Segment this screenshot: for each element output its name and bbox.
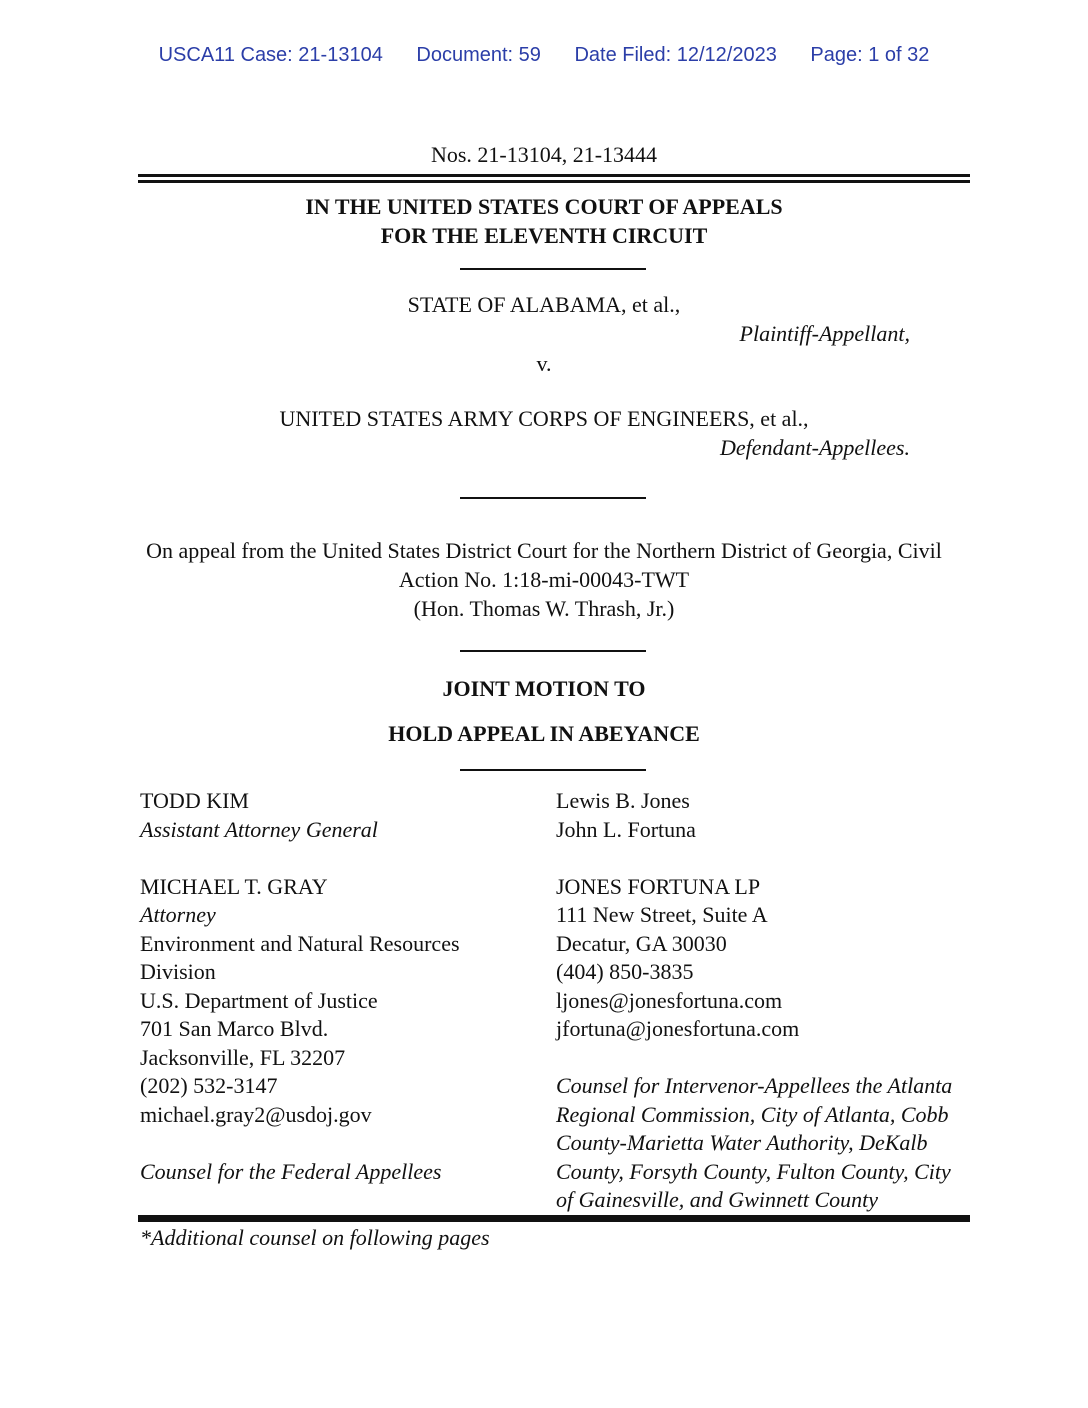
- date-filed: Date Filed: 12/12/2023: [574, 44, 777, 66]
- divider-rule: [460, 497, 646, 499]
- plaintiff-role: Plaintiff-Appellant,: [739, 321, 910, 346]
- counsel-city: Jacksonville, FL 32207: [140, 1044, 346, 1070]
- counsel-org: Environment and Natural Resources: [140, 930, 460, 956]
- appeal-line1: On appeal from the United States District Court for the Northern District of Georgia, Civil: [146, 538, 942, 563]
- counsel-title: Attorney: [140, 902, 216, 927]
- counsel-name: TODD KIM: [140, 788, 249, 813]
- page-number: Page: 1 of 32: [810, 44, 930, 66]
- appeal-line2: Action No. 1:18-mi-00043-TWT: [398, 567, 690, 592]
- motion-title-line1: JOINT MOTION TO: [442, 676, 646, 701]
- counsel-name: Lewis B. Jones: [556, 788, 690, 813]
- case-number: USCA11 Case: 21-13104: [158, 44, 383, 66]
- divider-rule: [460, 769, 646, 771]
- versus: v.: [536, 351, 552, 376]
- counsel-email: jfortuna@jonesfortuna.com: [556, 1016, 800, 1041]
- bottom-rule: [138, 1215, 970, 1222]
- counsel-firm: JONES FORTUNA LP: [556, 873, 761, 899]
- counsel-address: 111 New Street, Suite A: [556, 902, 768, 927]
- docket-numbers: Nos. 21-13104, 21-13444: [430, 142, 658, 167]
- counsel-org: Division: [140, 959, 216, 984]
- left-counsel-block: [140, 787, 460, 1186]
- top-double-rule: [138, 174, 970, 185]
- counsel-role: Counsel for the Federal Appellees: [140, 1158, 442, 1184]
- appeal-line3: (Hon. Thomas W. Thrash, Jr.): [413, 596, 675, 621]
- counsel-email: michael.gray2@usdoj.gov: [140, 1101, 372, 1127]
- counsel-address: 701 San Marco Blvd.: [140, 1016, 329, 1041]
- counsel-role: County, Forsyth County, Fulton County, City: [556, 1158, 951, 1184]
- counsel-role: Regional Commission, City of Atlanta, Cobb: [556, 1101, 949, 1127]
- defendant-role: Defendant-Appellees.: [720, 435, 910, 460]
- court-name-line2: FOR THE ELEVENTH CIRCUIT: [380, 223, 708, 248]
- plaintiff-name: STATE OF ALABAMA, et al.,: [407, 292, 681, 317]
- motion-title-line2: HOLD APPEAL IN ABEYANCE: [388, 721, 700, 746]
- divider-rule: [460, 650, 646, 652]
- counsel-name: John L. Fortuna: [556, 816, 696, 842]
- counsel-email: ljones@jonesfortuna.com: [556, 987, 783, 1013]
- counsel-role: Counsel for Intervenor-Appellees the Atlanta: [556, 1073, 953, 1098]
- divider-rule: [460, 268, 646, 270]
- right-counsel-block: [556, 787, 952, 1215]
- counsel-phone: (404) 850-3835: [556, 959, 694, 984]
- additional-counsel-note: *Additional counsel on following pages: [140, 1225, 490, 1250]
- document-number: Document: 59: [416, 44, 541, 66]
- court-name-line1: IN THE UNITED STATES COURT OF APPEALS: [305, 194, 783, 219]
- counsel-role: of Gainesville, and Gwinnett County: [556, 1187, 879, 1212]
- counsel-department: U.S. Department of Justice: [140, 987, 378, 1013]
- counsel-name: MICHAEL T. GRAY: [140, 873, 328, 899]
- counsel-phone: (202) 532-3147: [140, 1073, 278, 1098]
- counsel-role: County-Marietta Water Authority, DeKalb: [556, 1130, 928, 1155]
- counsel-title: Assistant Attorney General: [140, 816, 378, 842]
- defendant-name: UNITED STATES ARMY CORPS OF ENGINEERS, et al.,: [279, 406, 809, 431]
- counsel-city: Decatur, GA 30030: [556, 930, 727, 956]
- filing-header: [0, 44, 1088, 67]
